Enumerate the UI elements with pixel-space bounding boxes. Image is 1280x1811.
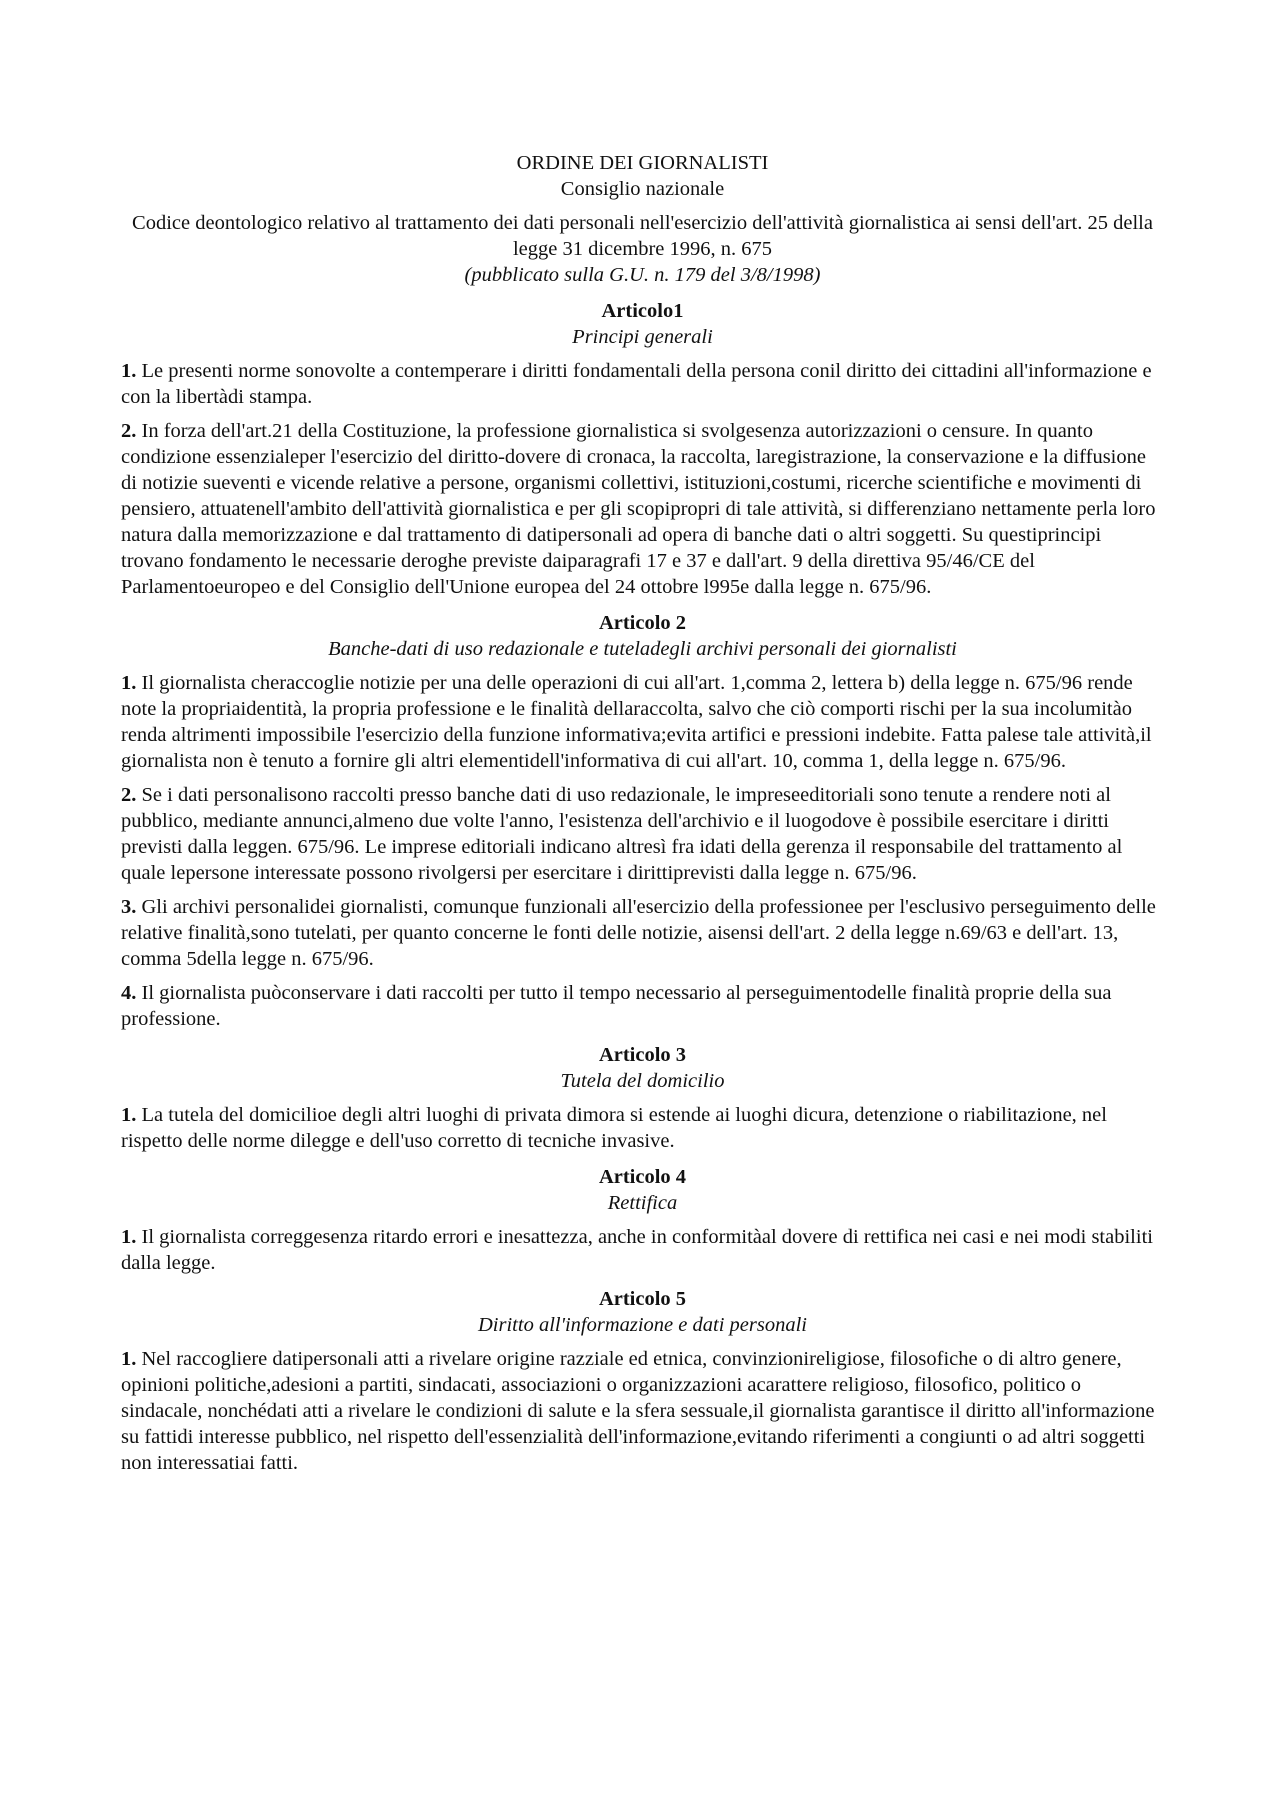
document-body: [121, 150, 1164, 1476]
article-paragraph: [121, 782, 1164, 886]
article-4: [121, 1164, 1164, 1276]
paragraph-text: Il giornalista cheraccoglie notizie per una delle operazioni di cui all'art. 1,comma 2, lettera b) della legge n. 675/96 rende note la propriaidentità, la propria professione e le finalità dellaraccolta, salvo che ciò comporti rischi per la sua incolumitào renda altrimenti impossibile l'esercizio della funzione informativa;evita artifici e pressioni indebite. Fatta palese tale attività,il giornalista non è tenuto a fornire gli altri elementidell'informativa di cui all'art. 10, comma 1, della legge n. 675/96.: [121, 672, 1152, 772]
org-title: ORDINE DEI GIORNALISTI: [516, 152, 769, 174]
article-paragraph: [121, 1346, 1164, 1476]
article-subtitle: Diritto all'informazione e dati personali: [478, 1314, 807, 1336]
paragraph-number: 3.: [121, 896, 137, 918]
article-subtitle: Tutela del domicilio: [560, 1070, 725, 1092]
article-paragraph: [121, 670, 1164, 774]
paragraph-number: 2.: [121, 784, 137, 806]
paragraph-number: 1.: [121, 672, 137, 694]
article-paragraph: [121, 980, 1164, 1032]
paragraph-number: 1.: [121, 1104, 137, 1126]
paragraph-number: 2.: [121, 420, 137, 442]
article-paragraph: [121, 418, 1164, 600]
article-1: [121, 298, 1164, 600]
paragraph-text: Nel raccogliere datipersonali atti a rivelare origine razziale ed etnica, convinzionireligiose, filosofiche o di altro genere, opinioni politiche,adesioni a partiti, sindacati, associazioni o organizzazioni acarattere religioso, filosofico, politico o sindacale, nonchédati atti a rivelare le condizioni di salute e la sfera sessuale,il giornalista garantisce il diritto all'informazione su fattidi interesse pubblico, nel rispetto dell'essenzialità dell'informazione,evitando riferimenti a congiunti o ad altri soggetti non interessatiai fatti.: [121, 1348, 1155, 1474]
paragraph-text: In forza dell'art.21 della Costituzione, la professione giornalistica si svolgesenza autorizzazioni o censure. In quanto condizione essenzialeper l'esercizio del diritto-dovere di cronaca, la raccolta, laregistrazione, la conservazione e la diffusione di notizie sueventi e vicende relative a persone, organismi collettivi, istituzioni,costumi, ricerche scientifiche e movimenti di pensiero, attuatenell'ambito dell'attività giornalistica e per gli scopipropri di tale attività, si differenziano nettamente perla loro natura dalla memorizzazione e dal trattamento di datipersonali ad opera di banche dati o altri soggetti. Su questiprincipi trovano fondamento le necessarie deroghe previste daiparagrafi 17 e 37 e dall'art. 9 della direttiva 95/46/CE del Parlamentoeuropeo e del Consiglio dell'Unione europea del 24 ottobre l995e dalla legge n. 675/96.: [121, 420, 1156, 598]
paragraph-text: Il giornalista puòconservare i dati raccolti per tutto il tempo necessario al perseguimentodelle finalità proprie della sua professione.: [121, 982, 1112, 1030]
council-subtitle: Consiglio nazionale: [560, 178, 725, 200]
article-5: [121, 1286, 1164, 1476]
article-heading: Articolo 2: [598, 612, 687, 634]
code-description: Codice deontologico relativo al trattamento dei dati personali nell'esercizio dell'attività giornalistica ai sensi dell'art. 25 della legge 31 dicembre 1996, n. 675: [132, 212, 1153, 260]
paragraph-number: 1.: [121, 360, 137, 382]
article-3: [121, 1042, 1164, 1154]
article-paragraph: [121, 1102, 1164, 1154]
article-heading: Articolo 3: [598, 1044, 687, 1066]
paragraph-number: 1.: [121, 1348, 137, 1370]
article-subtitle: Rettifica: [607, 1192, 678, 1214]
article-2: [121, 610, 1164, 1032]
article-heading: Articolo1: [601, 300, 684, 322]
publication-note: (pubblicato sulla G.U. n. 179 del 3/8/1998): [464, 264, 821, 286]
article-subtitle: Principi generali: [572, 326, 713, 348]
paragraph-text: Le presenti norme sonovolte a contemperare i diritti fondamentali della persona conil diritto dei cittadini all'informazione e con la libertàdi stampa.: [121, 360, 1152, 408]
article-heading: Articolo 5: [598, 1288, 687, 1310]
paragraph-number: 1.: [121, 1226, 137, 1248]
paragraph-text: La tutela del domicilioe degli altri luoghi di privata dimora si estende ai luoghi dicura, detenzione o riabilitazione, nel rispetto delle norme dilegge e dell'uso corretto di tecniche invasive.: [121, 1104, 1107, 1152]
article-paragraph: [121, 1224, 1164, 1276]
paragraph-text: Gli archivi personalidei giornalisti, comunque funzionali all'esercizio della professionee per l'esclusivo perseguimento delle relative finalità,sono tutelati, per quanto concerne le fonti delle notizie, aisensi dell'art. 2 della legge n.69/63 e dell'art. 13, comma 5della legge n. 675/96.: [121, 896, 1156, 970]
document-header: [121, 150, 1164, 288]
article-heading: Articolo 4: [598, 1166, 687, 1188]
article-paragraph: [121, 358, 1164, 410]
article-subtitle: Banche-dati di uso redazionale e tuteladegli archivi personali dei giornalisti: [328, 638, 957, 660]
article-paragraph: [121, 894, 1164, 972]
paragraph-number: 4.: [121, 982, 137, 1004]
paragraph-text: Il giornalista correggesenza ritardo errori e inesattezza, anche in conformitàal dovere di rettifica nei casi e nei modi stabiliti dalla legge.: [121, 1226, 1153, 1274]
paragraph-text: Se i dati personalisono raccolti presso banche dati di uso redazionale, le impreseeditoriali sono tenute a rendere noti al pubblico, mediante annunci,almeno due volte l'anno, l'esistenza dell'archivio e il luogodove è possibile esercitare i diritti previsti dalla leggen. 675/96. Le imprese editoriali indicano altresì fra idati della gerenza il responsabile del trattamento al quale lepersone interessate possono rivolgersi per esercitare i dirittiprevisti dalla legge n. 675/96.: [121, 784, 1123, 884]
